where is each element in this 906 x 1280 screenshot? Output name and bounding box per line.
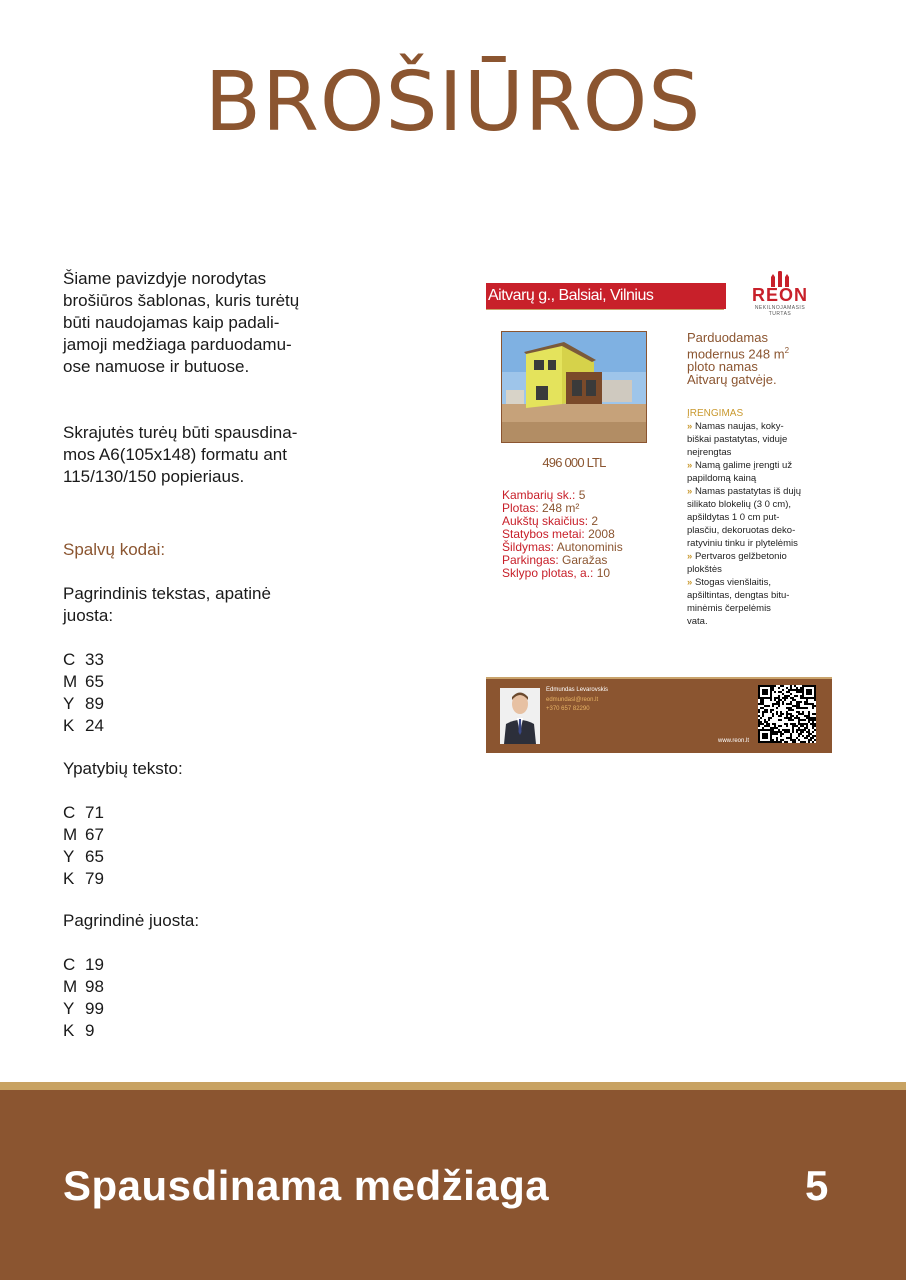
intro-paragraph-1 xyxy=(63,268,363,378)
feature-line: apšildytas 1 0 cm put- xyxy=(687,512,780,523)
text-line: ose namuose ir butuose. xyxy=(63,357,250,376)
value: 79 xyxy=(85,869,104,888)
text-line: būti naudojamas kaip padali- xyxy=(63,313,280,332)
value: 71 xyxy=(85,803,104,822)
channel: C xyxy=(63,650,76,669)
value: 9 xyxy=(85,1021,95,1040)
channel: M xyxy=(63,825,78,844)
channel: Y xyxy=(63,694,75,713)
text-line: mos A6(105x148) formatu ant xyxy=(63,445,287,464)
spec-label: Šildymas: xyxy=(502,540,555,554)
logo-sub-line: TURTAS xyxy=(768,311,792,317)
spec-label: Kambarių sk.: xyxy=(502,488,576,502)
price: 496 000 LTL xyxy=(542,455,606,470)
bullet-arrow-icon: » xyxy=(687,460,693,471)
feature-line: biškai pastatytas, viduje xyxy=(687,434,788,445)
cmyk-row xyxy=(63,802,183,824)
feature-item xyxy=(687,420,812,459)
cmyk-row xyxy=(63,1020,199,1042)
color-codes-heading: Spalvų kodai: xyxy=(63,540,166,559)
value: 98 xyxy=(85,977,104,996)
agent-email: edmundasl@reon.lt xyxy=(546,697,599,703)
text-line: Skrajutės turėų būti spausdina- xyxy=(63,423,298,442)
cmyk-codes xyxy=(63,649,271,737)
feature-line: Pertvaros gelžbetonio xyxy=(694,551,787,562)
channel: C xyxy=(63,803,76,822)
qr-code-icon xyxy=(758,685,816,743)
property-specs xyxy=(502,489,662,580)
spec-value: Autonominis xyxy=(556,540,623,554)
spec-value: Garažas xyxy=(562,553,608,567)
text-line: Šiame pavizdyje norodytas xyxy=(63,269,267,288)
cmyk-row xyxy=(63,671,271,693)
cmyk-row xyxy=(63,846,183,868)
features-list xyxy=(687,407,812,628)
channel: M xyxy=(63,672,78,691)
cmyk-row xyxy=(63,998,199,1020)
cmyk-row xyxy=(63,715,271,737)
spec-value: 5 xyxy=(578,488,586,502)
headline-line: Parduodamas xyxy=(687,330,768,345)
bullet-arrow-icon: » xyxy=(687,421,693,432)
group-label: Pagrindinis tekstas, apatinė xyxy=(63,584,271,603)
spec-value: 248 m² xyxy=(542,501,580,515)
spec-value: 10 xyxy=(596,566,611,580)
cmyk-codes xyxy=(63,954,199,1042)
value: 99 xyxy=(85,999,104,1018)
feature-line: Stogas vienšlaitis, xyxy=(694,577,771,588)
text-line: brošiūros šablonas, kuris turėtų xyxy=(63,291,300,310)
agent-name: Edmundas Levarovskis xyxy=(546,687,609,693)
channel: K xyxy=(63,869,75,888)
cmyk-row xyxy=(63,824,183,846)
brochure-sample xyxy=(486,283,832,753)
channel: Y xyxy=(63,999,75,1018)
feature-line: neįrengtas xyxy=(687,447,732,458)
headline-line: ploto namas xyxy=(687,359,758,375)
bullet-arrow-icon: » xyxy=(687,551,693,562)
agent-contact-bar xyxy=(486,677,832,753)
house-photo xyxy=(501,331,647,443)
channel: K xyxy=(63,716,75,735)
logo-wordmark: REON xyxy=(751,285,808,305)
feature-line: Namas naujas, koky- xyxy=(694,421,784,432)
value: 19 xyxy=(85,955,104,974)
feature-item xyxy=(687,576,812,628)
headline-line: modernus 248 m xyxy=(687,346,785,362)
logo-subtitle xyxy=(738,305,822,317)
text-line: 115/130/150 popieriaus. xyxy=(63,467,245,486)
footer-bar xyxy=(0,1090,906,1280)
cmyk-row xyxy=(63,693,271,715)
feature-line: ratyviniu tinku ir plytelėmis xyxy=(687,538,798,549)
group-label: Ypatybių teksto: xyxy=(63,759,183,778)
footer-accent-line xyxy=(0,1082,906,1090)
footer-title: Spausdinama medžiaga xyxy=(63,1162,550,1209)
spec-label: Sklypo plotas, a.: xyxy=(502,566,594,580)
cmyk-row xyxy=(63,954,199,976)
spec-value: 2 xyxy=(591,514,599,528)
group-label: juosta: xyxy=(63,606,114,625)
feature-line: silikato blokelių (3 0 cm), xyxy=(687,499,792,510)
feature-line: papildomą kainą xyxy=(687,473,757,484)
feature-line: plasčiu, dekoruotas deko- xyxy=(687,525,796,536)
logo-sub-line: NEKILNOJAMASIS xyxy=(754,305,806,311)
channel: K xyxy=(63,1021,75,1040)
bullet-arrow-icon: » xyxy=(687,486,693,497)
text-line: jamoji medžiaga parduodamu- xyxy=(63,335,292,354)
page-title: BROŠIŪROS xyxy=(204,55,702,150)
feature-line: vata. xyxy=(687,616,708,627)
spec-value: 2008 xyxy=(588,527,615,541)
value: 65 xyxy=(85,672,104,691)
address-banner: Aitvarų g., Balsiai, Vilnius xyxy=(486,283,726,309)
features-title: ĮRENGIMAS xyxy=(687,408,744,419)
cmyk-row xyxy=(63,868,183,890)
website-link: www.reon.lt xyxy=(718,738,750,744)
group-label: Pagrindinė juosta: xyxy=(63,911,200,930)
channel: Y xyxy=(63,847,75,866)
page-number: 5 xyxy=(805,1162,829,1209)
feature-line: Namą galime įrengti už xyxy=(694,460,793,471)
superscript: 2 xyxy=(784,346,790,355)
spec-label: Parkingas: xyxy=(502,553,559,567)
feature-line: apšiltintas, dengtas bitu- xyxy=(687,590,790,601)
value: 24 xyxy=(85,716,104,735)
feature-line: plokštės xyxy=(687,564,722,575)
cmyk-codes xyxy=(63,802,183,890)
agent-phone: +370 657 82290 xyxy=(546,706,590,712)
color-group-main-text xyxy=(63,583,271,737)
listing-headline xyxy=(687,331,827,386)
banner-underline xyxy=(486,309,724,310)
value: 89 xyxy=(85,694,104,713)
agent-photo xyxy=(500,688,540,744)
value: 33 xyxy=(85,650,104,669)
color-group-main-strip xyxy=(63,910,199,1042)
channel: M xyxy=(63,977,78,996)
channel: C xyxy=(63,955,76,974)
spec-row xyxy=(502,567,662,580)
cmyk-row xyxy=(63,976,199,998)
feature-item xyxy=(687,550,812,576)
spec-label: Plotas: xyxy=(502,501,539,515)
color-group-feature-text xyxy=(63,758,183,890)
value: 65 xyxy=(85,847,104,866)
spec-label: Aukštų skaičius: xyxy=(502,514,589,528)
reon-logo xyxy=(738,271,822,323)
cmyk-row xyxy=(63,649,271,671)
spec-label: Statybos metai: xyxy=(502,527,585,541)
feature-line: Namas pastatytas iš dujų xyxy=(694,486,802,497)
value: 67 xyxy=(85,825,104,844)
headline-line: Aitvarų gatvėje. xyxy=(687,372,777,388)
feature-line: minėmis čerpelėmis xyxy=(687,603,771,614)
bullet-arrow-icon: » xyxy=(687,577,693,588)
feature-item xyxy=(687,485,812,550)
intro-paragraph-2 xyxy=(63,422,363,488)
feature-item xyxy=(687,459,812,485)
